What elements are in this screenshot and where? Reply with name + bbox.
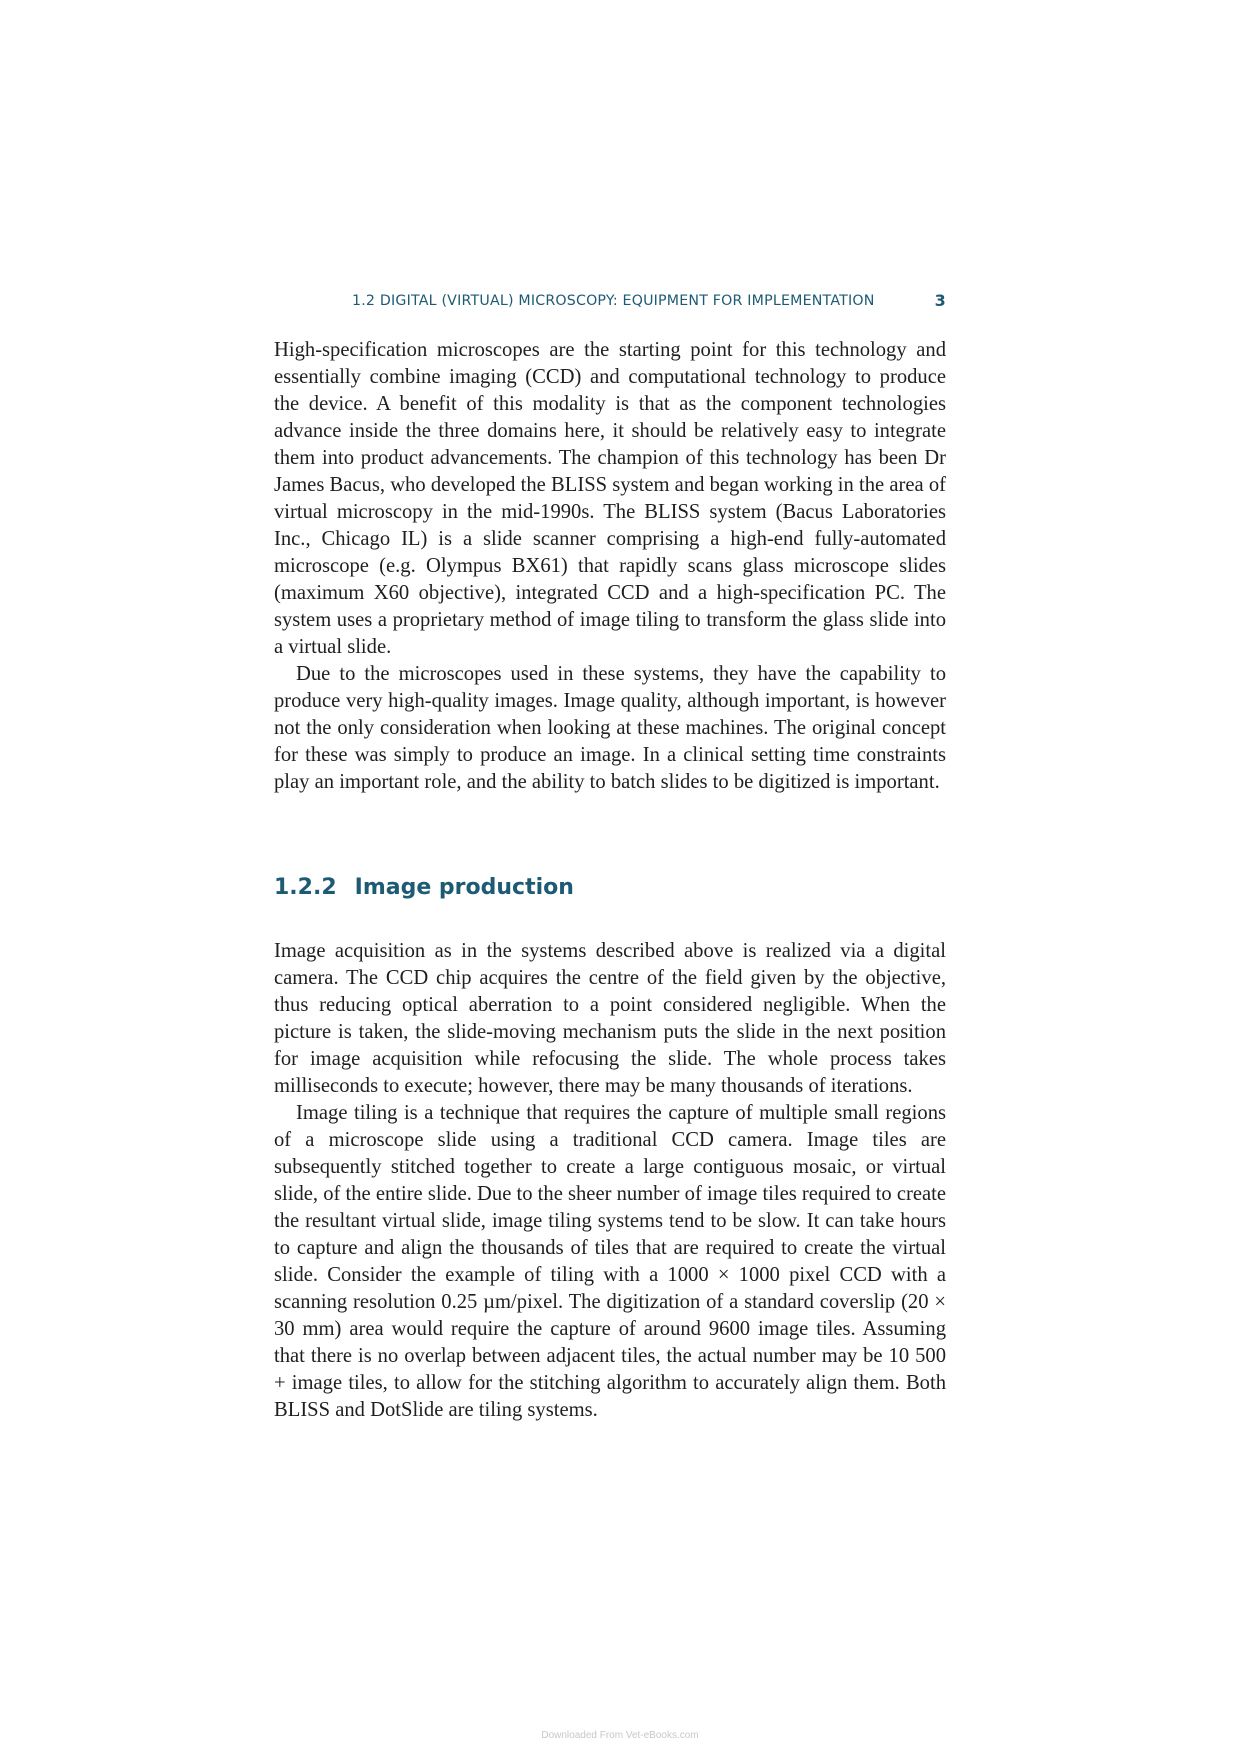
running-head	[274, 291, 946, 315]
running-head-title: 1.2 DIGITAL (VIRTUAL) MICROSCOPY: EQUIPMENT FOR IMPLEMENTATION	[352, 293, 875, 309]
section-number: 1.2.2	[274, 875, 337, 900]
page-number: 3	[934, 291, 946, 310]
body-paragraph: Image acquisition as in the systems described above is realized via a digital camera. The CCD chip acquires the centre of the field given by the objective, thus reducing optical aberration to a point considered negligible. When the picture is taken, the slide-moving mechanism puts the slide in the next position for image acquisition while refocusing the slide. The whole process takes milliseconds to execute; however, there may be many thousands of iterations.	[274, 940, 946, 1097]
intro-text-block	[274, 337, 946, 796]
body-paragraph: Due to the microscopes used in these systems, they have the capability to produce very high-quality images. Image quality, although important, is however not the only consideration when looking at these machines. The original concept for these was simply to produce an image. In a clinical setting time constraints play an important role, and the ability to batch slides to be digitized is important.	[274, 663, 946, 793]
section-title: Image production	[354, 875, 574, 900]
section-heading	[274, 875, 574, 900]
body-paragraph: High-specification microscopes are the starting point for this technology and essentially combine imaging (CCD) and computational technology to produce the device. A benefit of this modality is that as the component technologies advance inside the three domains here, it should be relatively easy to integrate them into product advancements. The champion of this technology has been Dr James Bacus, who developed the BLISS system and began working in the area of virtual microscopy in the mid-1990s. The BLISS system (Bacus Laboratories Inc., Chicago IL) is a slide scanner comprising a high-end fully-automated microscope (e.g. Olympus BX61) that rapidly scans glass microscope slides (maximum X60 objective), integrated CCD and a high-specification PC. The system uses a proprietary method of image tiling to transform the glass slide into a virtual slide.	[274, 339, 946, 658]
download-watermark: Downloaded From Vet-eBooks.com	[541, 1730, 699, 1741]
section-text-block	[274, 938, 946, 1424]
body-paragraph: Image tiling is a technique that requires the capture of multiple small regions of a microscope slide using a traditional CCD camera. Image tiles are subsequently stitched together to create a large contiguous mosaic, or virtual slide, of the entire slide. Due to the sheer number of image tiles required to create the resultant virtual slide, image tiling systems tend to be slow. It can take hours to capture and align the thousands of tiles that are required to create the virtual slide. Consider the example of tiling with a 1000 × 1000 pixel CCD with a scanning resolution 0.25 µm/pixel. The digitization of a standard coverslip (20 × 30 mm) area would require the capture of around 9600 image tiles. Assuming that there is no overlap between adjacent tiles, the actual number may be 10 500 + image tiles, to allow for the stitching algorithm to accurately align them. Both BLISS and DotSlide are tiling systems.	[274, 1102, 946, 1421]
